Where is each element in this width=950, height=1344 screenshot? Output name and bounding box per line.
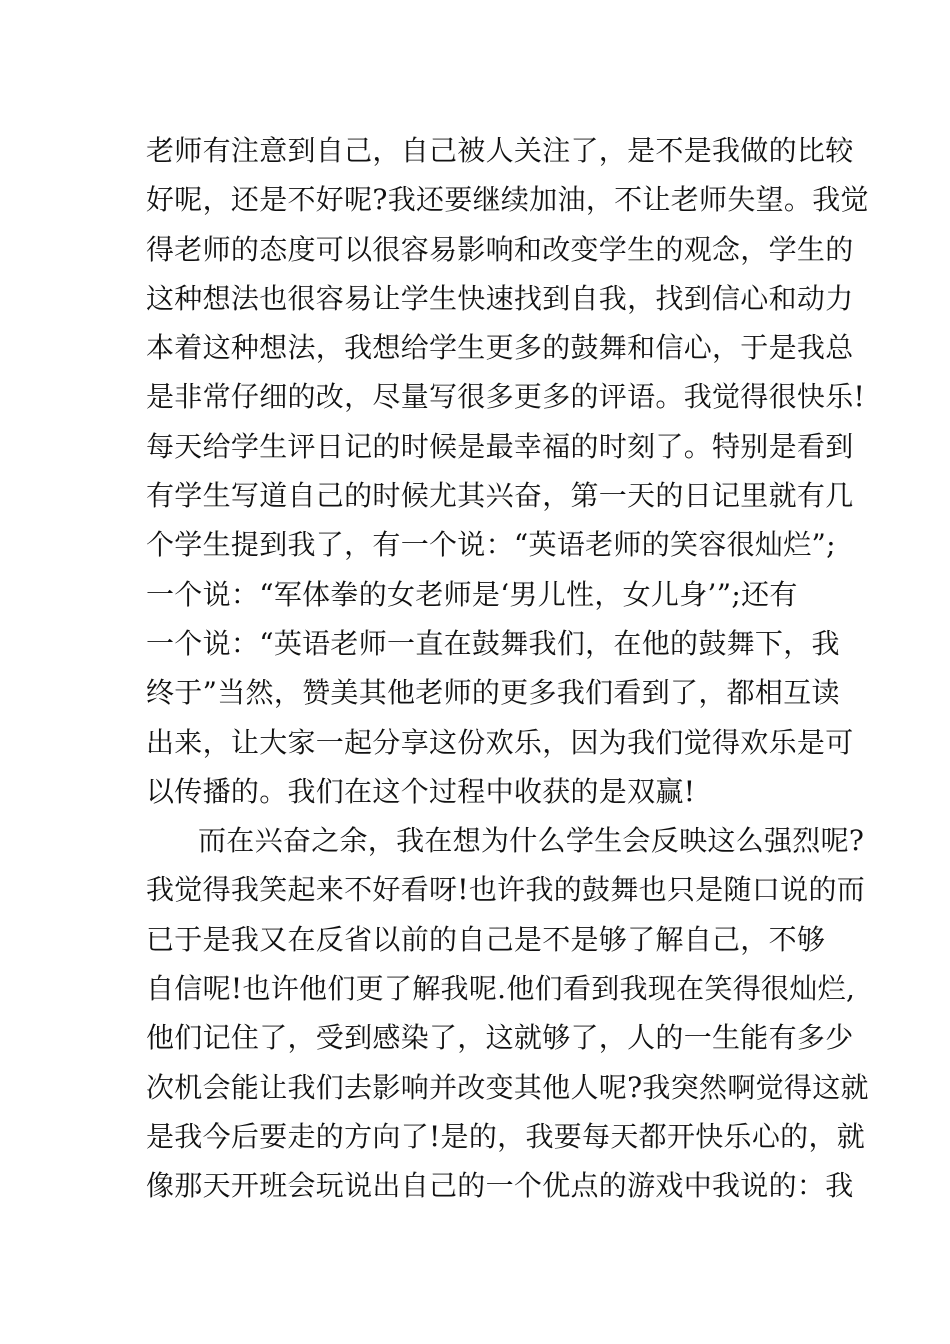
paragraph-start-line: 而在兴奋之余，我在想为什么学生会反映这么强烈呢?	[198, 824, 865, 858]
text-line: 出来，让大家一起分享这份欢乐，因为我们觉得欢乐是可	[146, 725, 854, 759]
text-line: 像那天开班会玩说出自己的一个优点的游戏中我说的：我	[146, 1169, 854, 1203]
text-line: 这种想法也很容易让学生快速找到自我，找到信心和动力	[146, 281, 854, 315]
text-line: 本着这种想法，我想给学生更多的鼓舞和信心，于是我总	[146, 331, 854, 365]
text-line: 是我今后要走的方向了!是的，我要每天都开快乐心的，就	[146, 1119, 866, 1153]
text-line: 老师有注意到自己，自己被人关注了，是不是我做的比较	[146, 134, 854, 167]
text-line: 终于”当然，赞美其他老师的更多我们看到了，都相互读	[146, 676, 840, 710]
text-line: 以传播的。我们在这个过程中收获的是双赢!	[146, 774, 696, 808]
text-line: 已于是我又在反省以前的自己是不是够了解自己，不够	[146, 922, 826, 956]
text-line: 得老师的态度可以很容易影响和改变学生的观念，学生的	[146, 232, 854, 266]
text-line: 一个说：“英语老师一直在鼓舞我们，在他的鼓舞下，我	[146, 626, 840, 660]
text-line: 次机会能让我们去影响并改变其他人呢?我突然啊觉得这就	[146, 1070, 869, 1104]
text-line: 一个说：“军体拳的女老师是‘男儿性，女儿身’”;还有	[146, 577, 798, 611]
text-line: 是非常仔细的改，尽量写很多更多的评语。我觉得很快乐!	[146, 380, 866, 414]
text-line: 自信呢!也许他们更了解我呢.他们看到我现在笑得很灿烂,	[146, 972, 856, 1006]
text-line: 每天给学生评日记的时候是最幸福的时刻了。特别是看到	[146, 429, 854, 463]
text-line: 我觉得我笑起来不好看呀!也许我的鼓舞也只是随口说的而	[146, 873, 866, 907]
body-text	[146, 126, 869, 1211]
text-line: 好呢，还是不好呢?我还要继续加油，不让老师失望。我觉	[146, 183, 869, 217]
text-line: 他们记住了，受到感染了，这就够了，人的一生能有多少	[146, 1021, 854, 1055]
text-line: 有学生写道自己的时候尤其兴奋，第一天的日记里就有几	[146, 479, 854, 513]
text-line: 个学生提到我了，有一个说：“英语老师的笑容很灿烂”;	[146, 528, 836, 562]
